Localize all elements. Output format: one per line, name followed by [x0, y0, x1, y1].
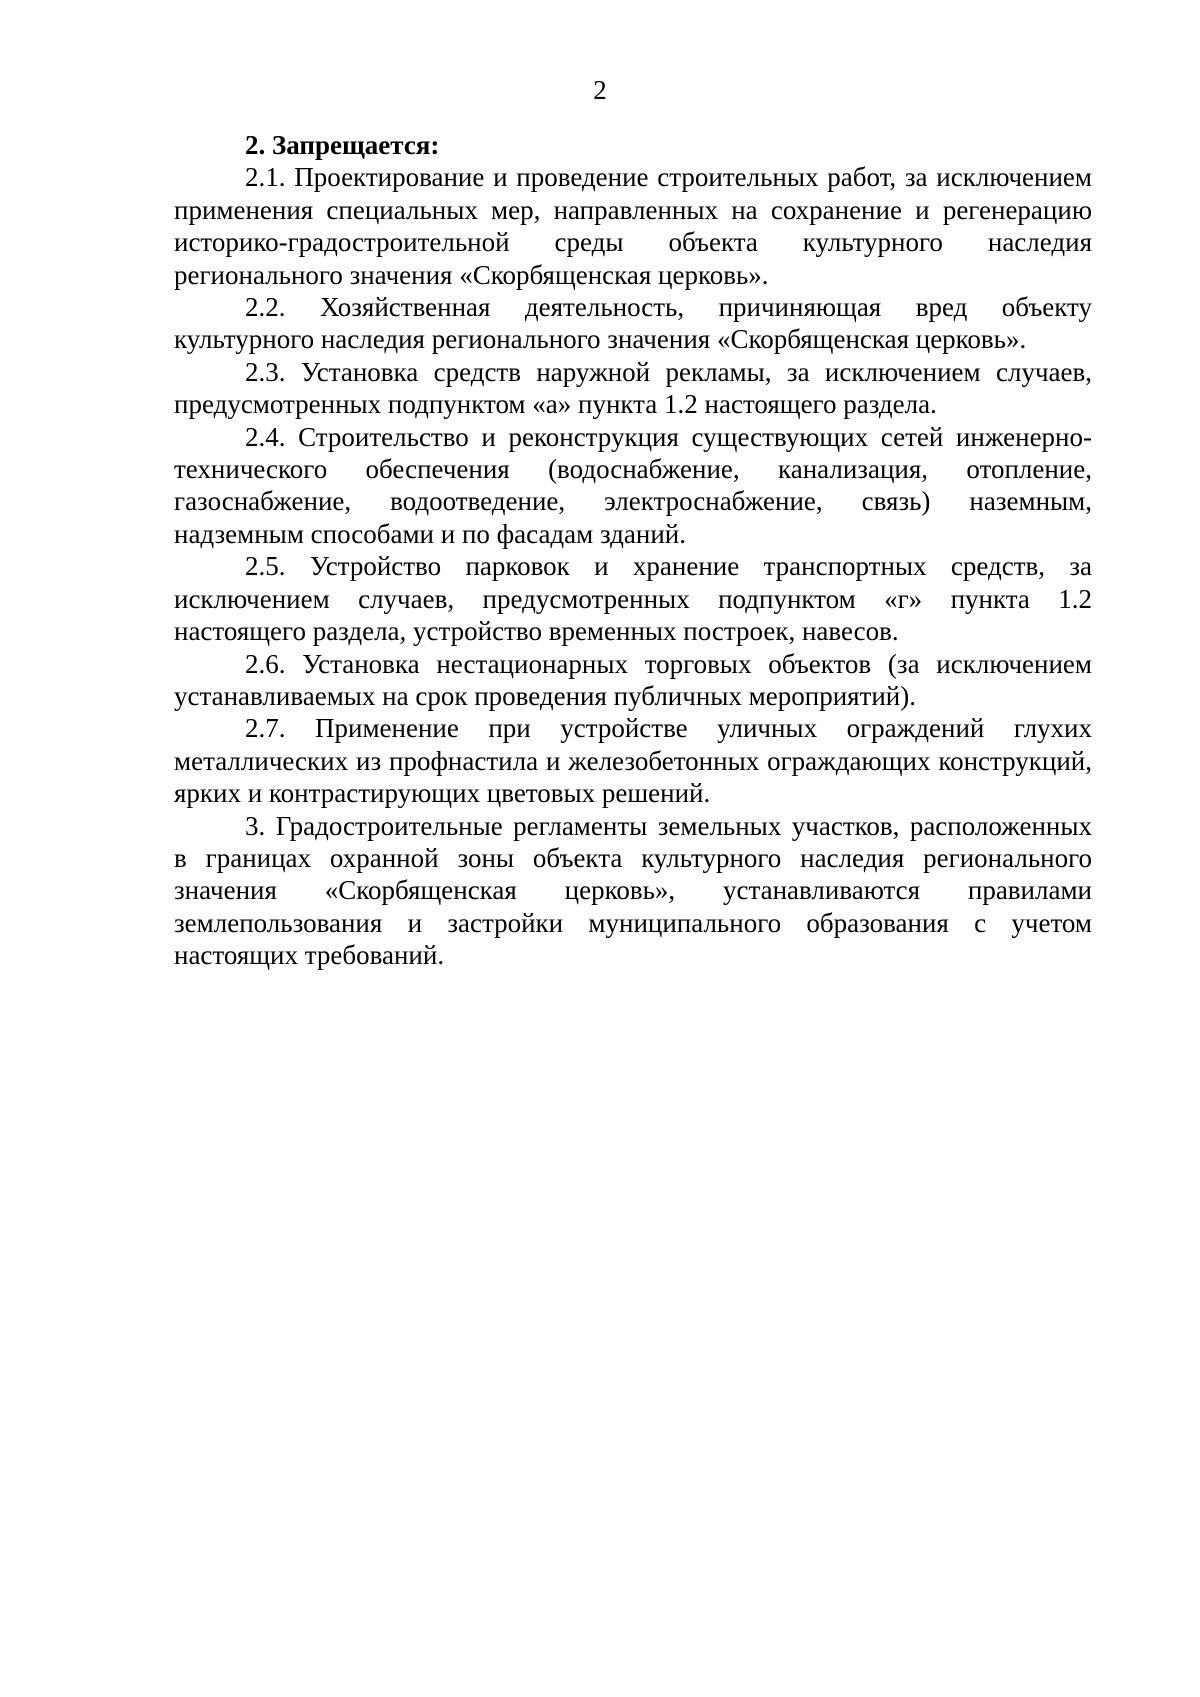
clause-2-3: 2.3. Установка средств наружной рекламы, за исключением случаев, предусмотренных подпунктом «а» пункта 1.2 настоящего раздела.	[174, 356, 1092, 420]
clause-2-6: 2.6. Установка нестационарных торговых объектов (за исключением устанавливаемых на срок проведения публичных мероприятий).	[174, 648, 1092, 711]
clause-2-4: 2.4. Строительство и реконструкция существующих сетей инженерно-технического обеспечения (водоснабжение, канализация, отопление, газоснабжение, водоотведение, электроснабжение, связь) наземным, надземным способами и по фасадам зданий.	[174, 421, 1092, 549]
clause-2-7: 2.7. Применение при устройстве уличных ограждений глухих металлических из профнастила и железобетонных ограждающих конструкций, ярких и контрастирующих цветовых решений.	[174, 713, 1092, 809]
page-number: 2	[593, 75, 607, 105]
document-body	[174, 129, 1092, 972]
section-heading: 2. Запрещается:	[245, 130, 440, 160]
clause-3: 3. Градостроительные регламенты земельных участков, расположенных в границах охранной зоны объекта культурного наследия регионального значения «Скорбященская церковь», устанавливаются правилами землепользования и застройки муниципального образования с учетом настоящих требований.	[174, 810, 1092, 971]
clause-2-5: 2.5. Устройство парковок и хранение транспортных средств, за исключением случаев, предусмотренных подпунктом «г» пункта 1.2 настоящего раздела, устройство временных построек, навесов.	[174, 551, 1092, 647]
clause-2-2: 2.2. Хозяйственная деятельность, причиняющая вред объекту культурного наследия регионального значения «Скорбященская церковь».	[174, 292, 1092, 355]
clause-2-1: 2.1. Проектирование и проведение строительных работ, за исключением применения специальных мер, направленных на сохранение и регенерацию историко-градостроительной среды объекта культурного наследия регионального значения «Скорбященская церковь».	[174, 162, 1092, 290]
